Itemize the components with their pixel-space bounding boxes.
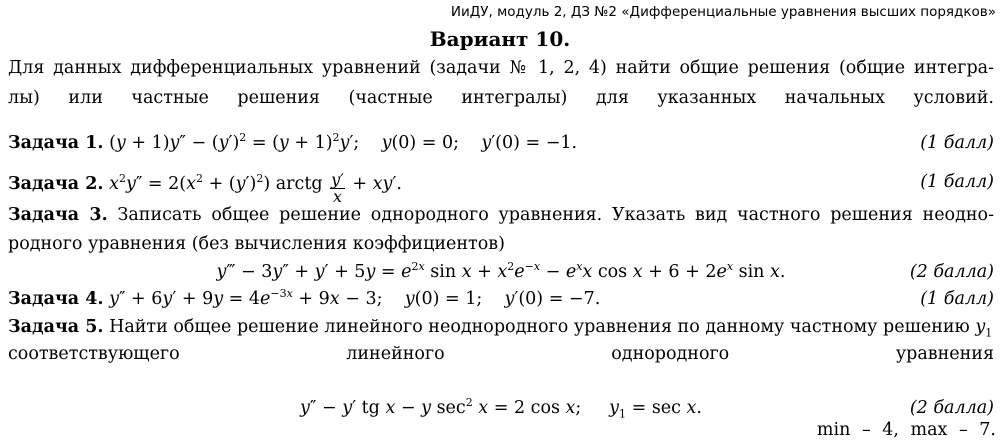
task-5-label: Задача 5. [8, 317, 104, 337]
task-1-equation: $(y + 1)y'' - (y')^2 = (y + 1)^2y'$; y(0) = 0; y′(0) = −1. [109, 131, 578, 153]
task-3-equation: y‴ − $3y'' + y' + 5y = e^{2x}$ $\sin x + x^2e^{-x} - e^xx$ $\cos x + 6 + 2e^x$ sin x. [216, 260, 786, 282]
task-5-points: (2 балла) [909, 398, 994, 418]
task-2 [8, 172, 994, 205]
intro-line-2: лы) или частные решения (частные интегралы) для указанных начальных условий. [8, 88, 994, 108]
task-2-points: (1 балл) [920, 172, 994, 192]
task-1-label: Задача 1. [8, 133, 104, 153]
task-3-label: Задача 3. [8, 205, 108, 225]
task-4-label: Задача 4. [8, 289, 104, 309]
task-5-line-1: Задача 5. Найти общее решение линейного неоднородного уравнения по данному частному решению $y_1$ [8, 317, 993, 340]
task-5-y1: y [975, 317, 986, 337]
task-5-text-1: Найти общее решение линейного неоднородного уравнения по данному частному решению [109, 317, 970, 337]
task-4-points: (1 балл) [920, 289, 994, 309]
task-4 [8, 289, 994, 309]
task-4-equation: $y'' + 6y' + 9y = 4e^{-3x} + 9x - 3$; y(0) = 1; y′(0) = −7. [109, 287, 601, 309]
task-5-equation-row [8, 398, 994, 421]
task-2-label: Задача 2. [8, 174, 104, 194]
task-5-equation: y″ − y′ tg x − y $\sec^2 x = 2$ cos x; $y_1 = \sec x$. [300, 396, 702, 421]
task-1-points: (1 балл) [920, 133, 994, 153]
task-3-line-1 [8, 205, 994, 225]
task-2-equation: $x^2y'' = 2(x^2 + (y')^2)$ arctg $\frac{y'}{x}$ + xy′. [109, 170, 402, 206]
task-3-points: (2 балла) [909, 262, 994, 282]
task-5-text-2: соответствующего линейного однородного уравнения [8, 344, 994, 364]
intro-line-1: Для данных дифференциальных уравнений (задачи № 1, 2, 4) найти общие решения (общие интегра- [8, 58, 994, 78]
task-3-text-2: родного уравнения (без вычисления коэффициентов) [8, 234, 505, 254]
assignment-header: ИиДУ, модуль 2, ДЗ №2 «Дифференциальные уравнения высших порядков» [450, 4, 996, 20]
task-3-text-1: Записать общее решение однородного уравнения. Указать вид частного решения неодно- [117, 205, 994, 225]
task-1 [8, 133, 994, 153]
task-3-equation-row [8, 262, 994, 282]
score-range: min – 4, max – 7. [816, 420, 996, 440]
variant-title: Вариант 10. [429, 27, 571, 51]
